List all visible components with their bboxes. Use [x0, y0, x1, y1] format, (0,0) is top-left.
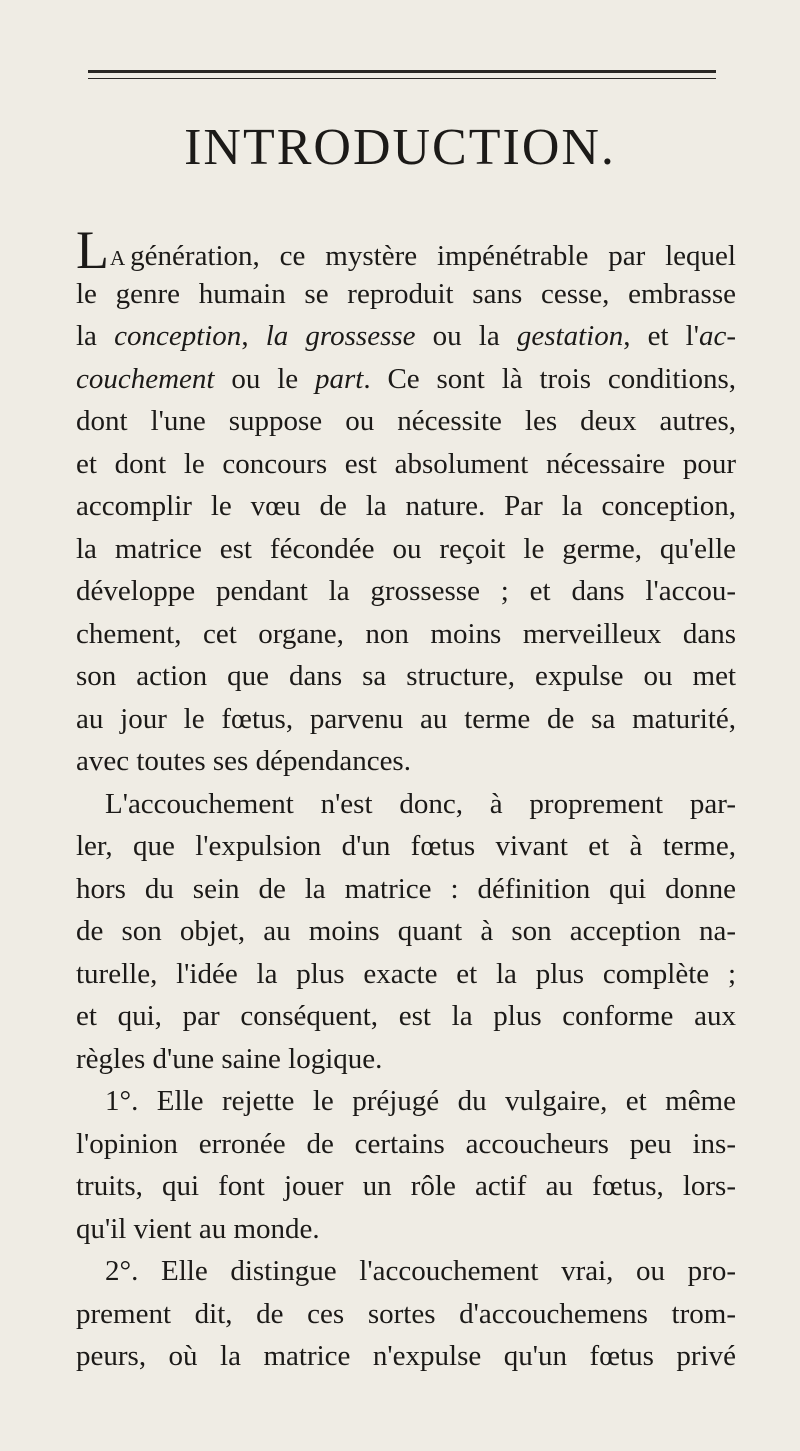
text-span: ou le: [214, 362, 315, 395]
text-line: dont l'une suppose ou nécessite les deux autres,: [76, 405, 736, 437]
text-line: de son objet, au moins quant à son acception na-: [76, 915, 736, 947]
text-line: 2°. Elle distingue l'accouchement vrai, ou pro-: [105, 1255, 736, 1287]
text-line: [76, 358, 736, 401]
header-rule-thick: [88, 70, 716, 73]
small-caps: A: [110, 246, 127, 270]
italic-term: la grossesse: [265, 320, 416, 352]
text-line: et dont le concours est absolument nécessaire pour: [76, 447, 736, 480]
text-line: ler, que l'expulsion d'un fœtus vivant et à terme,: [76, 830, 736, 862]
drop-cap: L: [76, 220, 109, 280]
text-line: qu'il vient au monde.: [76, 1212, 320, 1245]
text-span: , et l': [623, 320, 699, 352]
text-line: la matrice est fécondée ou reçoit le germe, qu'elle: [76, 532, 736, 565]
text-line: accomplir le vœu de la nature. Par la conception,: [76, 490, 736, 522]
text-line: l'opinion erronée de certains accoucheurs peu ins-: [76, 1127, 736, 1160]
text-line: hors du sein de la matrice : définition qui donne: [76, 872, 736, 905]
text-line: chement, cet organe, non moins merveilleux dans: [76, 617, 736, 650]
body-text: [76, 220, 736, 1378]
italic-term: ac-: [698, 320, 736, 352]
text-line: et qui, par conséquent, est la plus conforme aux: [76, 1000, 736, 1032]
text-line: truits, qui font jouer un rôle actif au fœtus, lors-: [76, 1170, 736, 1202]
text-line: prement dit, de ces sortes d'accouchemens trom-: [76, 1297, 736, 1330]
text-line: son action que dans sa structure, expulse ou met: [76, 660, 736, 692]
text-span: génération, ce mystère impénétrable par lequel: [130, 240, 736, 272]
text-line: règles d'une saine logique.: [76, 1042, 383, 1075]
text-span: . Ce sont là trois conditions,: [363, 362, 736, 395]
text-span: ,: [241, 320, 266, 352]
text-line: [76, 315, 736, 358]
text-span: ou la: [415, 320, 517, 352]
text-line: au jour le fœtus, parvenu au terme de sa maturité,: [76, 702, 736, 735]
text-line: le genre humain se reproduit sans cesse, embrasse: [76, 277, 736, 310]
header-rule-thin: [88, 78, 716, 79]
text-line: turelle, l'idée la plus exacte et la plus complète ;: [76, 957, 736, 990]
text-line: L'accouchement n'est donc, à proprement par-: [105, 787, 736, 820]
italic-term: part: [315, 362, 364, 395]
chapter-title: INTRODUCTION.: [184, 119, 616, 176]
text-line: [76, 220, 736, 280]
text-line: avec toutes ses dépendances.: [76, 745, 411, 777]
italic-term: conception: [114, 320, 242, 352]
text-line: développe pendant la grossesse ; et dans l'accou-: [76, 575, 736, 607]
text-line: peurs, où la matrice n'expulse qu'un fœtus privé: [76, 1340, 736, 1372]
text-span: la: [76, 320, 115, 352]
text-line: 1°. Elle rejette le préjugé du vulgaire, et même: [105, 1085, 736, 1117]
italic-term: couchement: [76, 362, 215, 395]
italic-term: gestation: [516, 320, 624, 352]
